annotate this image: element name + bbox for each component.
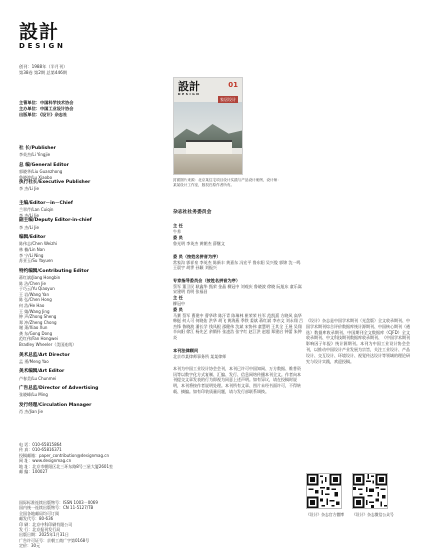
founded-line: 创刊：1988年（半月刊） (19, 64, 68, 69)
staff-row: 李 宁/Li Ning (19, 252, 44, 258)
staff-list (19, 146, 169, 415)
cover-house (186, 140, 232, 154)
cover-logo-english: DESIGN (178, 92, 201, 96)
contact-email[interactable]: 投稿邮箱：paper_contribution@designmag.cn (19, 452, 110, 458)
staff-title: 总 编/General Editor (19, 162, 69, 168)
publication-info (19, 500, 169, 549)
staff-row: 范红伟/Fan Hongwei (19, 336, 58, 342)
org-supervisor: 主管单位：中国科学技术协会 (19, 100, 74, 105)
staff-row: 鲁晓波/Lu Xiaobo (19, 174, 53, 180)
staff-row: 肖 杰/Jian Jie (19, 409, 43, 415)
staff-art-editor (19, 369, 169, 381)
cover-theme-badge: 家居设计 (220, 96, 236, 102)
pub-distributor: 发 行：北京报刊发行局 (19, 527, 61, 533)
staff-row: 龚 东/Gong Dong (19, 330, 53, 336)
staff-editors (19, 235, 169, 264)
committee-members: 马赛 蔡军 曹建中 曹华珍 陈汗青 陈瑞林 崔荣荣 杜军 范凯熹 方晓风 高华 韩挺 何人可 何晓佑 洪华 胡飞 黄海燕 季铁 姜斌 蒋红斌 李亦文 刘永翔 吕杰锋 鲁晓波 潘长学 钱凤根 邵健伟 沈斌 宋协伟 童慧明 王其全 王展 吴翔 辛向阳 徐江 杨先艺 余隋怀 张凌浩 张宇红 赵江洪 赵超 郑建启 钟蕾 朱钟炎 (173, 312, 303, 340)
committee-members: 常家沟 郭祥泉 李英杰 陈新丰 黄嘉东 冯宏平 鲁东阳 吴兴俊 郭锦 沈一鸣 王晨宇 胡霁 孙颖 刘振兴 (173, 259, 301, 271)
staff-row: 王 婧/Wang Jing (19, 308, 50, 314)
wechat-qr-label: 《设计》杂志微信公众号 (352, 512, 394, 517)
copyright-notice: 本刊为中国工业设计协会会刊，本刊已许可中国知网、万方数据、维普资讯等以数字化方式复制、汇编、发行、信息网络传播本刊全文。作者向本刊提交文章发表的行为即视为同意上述声明。如有异议，请在投稿时说明，本刊将按作者说明处理。本刊所有文章、图片未经书面许可，不得转载、摘编。如有印装质量问题，请与发行部联系调换。 (173, 366, 301, 394)
contact-website[interactable]: 网 址：www.designmag.cn (19, 458, 72, 464)
pub-ad-license: 广告许可证号：京朝工商广字第0168号 (19, 537, 90, 543)
pub-issn: 国际标准连续出版物号：ISSN 1003－0069 (19, 500, 98, 505)
contact-block (19, 442, 169, 474)
committee-members: 蔡军 董卫民 耿鑫华 甄荣 金晶 柳冠中 刘观庆 鲁晓波 徐晓 阮旭东 童乐嵩 宋建明 肖明 张福昌 (173, 283, 302, 295)
contact-phone: 电 话：010-65815864 (19, 442, 62, 447)
staff-row: 蒋红斌/Jiang Hongbin (19, 274, 61, 280)
staff-row: 郑 冲/Zheng Chong (19, 319, 57, 325)
staff-row: 张晓峰/Lu Ming (19, 392, 48, 398)
committee-label: 本刊法律顾问 (173, 347, 199, 353)
staff-row: 陈 弘/Chen Hong (19, 297, 52, 303)
staff-title: 美术总监/Art Director (19, 352, 70, 358)
contact-fax: 传 真：010-65816371 (19, 447, 62, 453)
pub-subscription: 全国各地邮局均可订阅 (19, 510, 59, 516)
staff-circulation-manager (19, 403, 169, 415)
pub-printer: 印 刷：北京中科印刷有限公司 (19, 521, 73, 527)
staff-title: 副主编/Deputy Editor-in-chief (19, 218, 92, 224)
staff-row: 林 楠/Lin Nan (19, 246, 45, 252)
staff-row: 李 杰/Li Jie (19, 212, 39, 218)
staff-row: 李 杰/Li Jie (19, 186, 39, 192)
journal-description (306, 318, 410, 364)
pub-date: 出版日期：2025年1月31日 (19, 532, 69, 538)
pub-cn: 国内统一连续出版物号：CN 11-5127/TB (19, 505, 94, 511)
committee-members: 柳冠中 (173, 300, 185, 306)
contact-address: 地 址：北京市朝阳区北三环东路8号三星大厦2601室 (19, 463, 113, 469)
editorial-committee (173, 210, 303, 394)
committee-label: 委 员（按姓名拼音为序） (173, 253, 221, 259)
staff-title: 主编/Editor－in－Chief (19, 200, 73, 206)
staff-row: 卢春美/Lu Chunmei (19, 375, 57, 381)
committee-heading: 杂志社社务委员会 (173, 210, 212, 215)
staff-contributing-editors (19, 269, 169, 348)
magazine-logo (19, 21, 66, 51)
weibo-qr-label: 《设计》杂志官方微博 (306, 512, 344, 517)
committee-label: 专家指导委员会（按姓名拼音为序） (173, 277, 241, 283)
staff-row: 李英杰/Li Yingjie (19, 152, 51, 158)
staff-row: 钟 声/Zhong Sheng (19, 314, 57, 320)
founding-info (19, 64, 67, 76)
committee-label: 委 员 (173, 306, 183, 312)
staff-deputy-editor (19, 218, 169, 230)
staff-row: 李 杰/Li Jie (19, 224, 39, 230)
staff-row: 苏亚玉/Su Yayuen (19, 258, 53, 264)
staff-general-editor (19, 163, 169, 180)
staff-title: 美术编辑/Art Editor (19, 369, 65, 375)
pub-price: 定价：30元 (19, 543, 41, 549)
journal-description-text: 《设计》杂志是中国学术期刊（光盘版）全文收录期刊、中国学术期刊综合评价数据库统计源期刊、中国核心期刊（遴选）数据库收录期刊、中国期刊全文数据库（CJFD）全文收录期刊、中文科技期刊数据库收录期刊、《中国学术期刊影响因子年报》统计源期刊。本刊为中国工业设计协会会刊，以推动中国设计产业发展为宗旨，关注工业设计、产品设计、交互设计、环境设计、视觉传达设计等领域的理论研究与设计实践，欢迎投稿。 (306, 318, 410, 364)
staff-title: 编辑/Editor (19, 235, 46, 241)
issue-line: 第38卷 第2期 总第446期 (19, 70, 67, 75)
staff-row: 于巧云/Yu Qiaoyun (19, 286, 55, 292)
staff-title: 广告总监/Director of Advertising (19, 386, 99, 392)
org-publisher: 出版单位：《设计》杂志社 (19, 112, 68, 118)
cover-ground (174, 154, 243, 175)
staff-publisher (19, 146, 169, 158)
committee-label: 主 任 (173, 294, 183, 300)
pub-postal-code: 邮发代号：80-636 (19, 516, 54, 522)
staff-title: 发行经理/Circulation Manager (19, 403, 92, 409)
logo-english: DESIGN (19, 42, 66, 50)
staff-row: 孟 勇/Meng Yao (19, 358, 49, 364)
staff-row: 陈 洁/Chen Jie (19, 280, 46, 286)
staff-title: 特约编辑/Contributing Editor (19, 268, 89, 274)
staff-row: 郭晓华/Liu Guanzhong (19, 169, 63, 174)
staff-row: Bradley Wheeler（美国连线） (19, 342, 77, 348)
staff-executive-publisher (19, 180, 169, 192)
legal-counsel: 北京市某律师事务所 某某律师 (173, 353, 227, 359)
cover-caption: 封面图片来源：北京某住宅项目设计实践与产品设计案例，设计师：某某设计工作室，版权归原作者所有。 (173, 178, 281, 187)
cover-image (173, 77, 243, 175)
wechat-qr-code-icon[interactable] (352, 473, 388, 509)
cover-issue-number: 01 (228, 81, 238, 89)
staff-editor-in-chief (19, 201, 169, 218)
staff-row: 陈伟志/Chen Weizhi (19, 241, 57, 247)
staff-row: 何 浩/He Hao (19, 302, 45, 308)
contact-postcode: 邮 编：100027 (19, 469, 48, 475)
logo-chinese: 設計 (19, 21, 60, 43)
org-sponsor: 主办单位：中国工业设计协会 (19, 106, 74, 112)
staff-row: 谢 萧/Xiao Xun (19, 325, 48, 331)
committee-label: 委 员 (173, 235, 183, 240)
staff-art-director (19, 353, 169, 365)
staff-row: 兰翠芹/Lan Cuiqin (19, 207, 54, 213)
qr-codes (306, 473, 416, 525)
staff-title: 社 长/Publisher (19, 146, 56, 151)
committee-label: 主 任 (173, 223, 183, 229)
committee-members: 牛养 (173, 229, 181, 235)
staff-row: 王 岩/Wang Yan (19, 291, 49, 297)
staff-advertising-director (19, 386, 169, 398)
weibo-qr-code-icon[interactable] (306, 473, 342, 509)
committee-members: 鲁光明 李英杰 黄朝杰 薛继文 (173, 241, 225, 246)
organization-block (19, 100, 169, 119)
cover-logo: 設計 (178, 80, 200, 93)
staff-title: 执行社长/Executive Publisher (19, 180, 91, 186)
